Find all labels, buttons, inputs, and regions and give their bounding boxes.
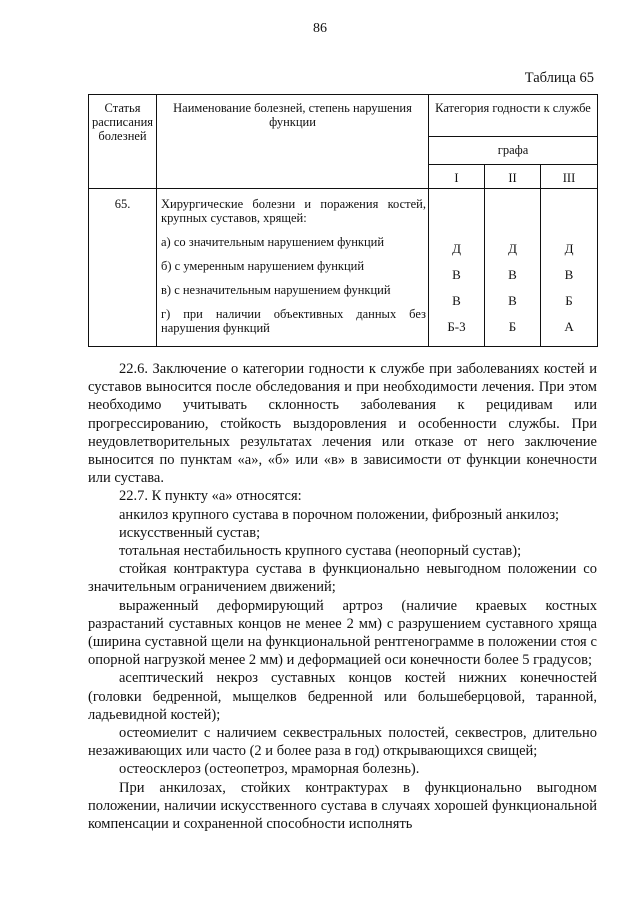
fitness-category-table — [88, 94, 598, 347]
list-item: выраженный деформирующий артроз (наличие краевых костных разрастаний суставных концов не менее 2 мм) с разрушением суставного хряща (ширина суставной щели на функциональной рентгенограмме в положении стоя с опорной нагрузкой менее 2 мм) и деформацией оси конечности более 5 градусов; — [88, 597, 597, 669]
row-item-d: г) при наличии объективных данных без нарушения функций — [161, 307, 426, 335]
grade-c-3: Б — [565, 293, 573, 308]
grade-b-2: В — [508, 267, 517, 282]
grade-b-3: В — [564, 267, 574, 282]
row-item-c: в) с незначительным нарушением функций — [161, 283, 391, 297]
grade-a-3: Д — [564, 241, 574, 256]
header-column-1: I — [429, 165, 485, 189]
list-item: тотальная нестабильность крупного сустава (неопорный сустав); — [119, 543, 522, 560]
list-item: искусственный сустав; — [119, 524, 261, 541]
grade-d-3: А — [564, 319, 574, 334]
grade-d-2: Б — [508, 319, 517, 334]
row-item-b: б) с умеренным нарушением функций — [161, 259, 365, 273]
body-text — [88, 360, 597, 833]
column-3-grades — [541, 189, 598, 347]
row-item-a: а) со значительным нарушением функций — [161, 235, 385, 249]
grade-b-1: В — [452, 267, 461, 282]
header-category: Категория годности к службе — [429, 95, 598, 137]
list-item: анкилоз крупного сустава в порочном положении, фиброзный анкилоз; — [119, 506, 560, 523]
row-title: Хирургические болезни и поражения костей, крупных суставов, хрящей: — [161, 197, 426, 225]
column-2-grades — [485, 189, 541, 347]
grade-a-2: Д — [508, 241, 517, 256]
list-item: асептический некроз суставных концов костей нижних конечностей (головки бедренной, мыщелков бедренной или большеберцовой, таранной, ладьевидной костей); — [88, 670, 597, 723]
grade-d-1: Б-3 — [447, 319, 466, 334]
table-caption: Таблица 65 — [524, 70, 594, 86]
row-number: 65. — [89, 189, 157, 347]
grade-c-1: В — [452, 293, 461, 308]
header-article: Статья расписания болезней — [89, 95, 157, 189]
list-item: остеосклероз (остеопетроз, мраморная болезнь). — [119, 761, 420, 778]
list-item: остеомиелит с наличием секвестральных полостей, секвестров, длительно незаживающих или часто (2 и более раза в год) открывающихся свищей; — [88, 725, 597, 760]
header-column-3: III — [541, 165, 598, 189]
paragraph-22-6: 22.6. Заключение о категории годности к службе при заболеваниях костей и суставов выносится после обследования и при необходимости лечения. При этом необходимо учитывать склонность заболевания к рецидивам или прогрессированию, стойкость выздоровления и особенности службы. При неудовлетворительных результатах лечения или отказе от него заключение выносится по пунктам «а», «б» или «в» в зависимости от функции конечности или сустава. — [88, 361, 597, 487]
paragraph-22-7: 22.7. К пункту «а» относятся: — [119, 488, 302, 505]
row-description — [157, 189, 429, 347]
column-1-grades — [429, 189, 485, 347]
paragraph-continuation: При анкилозах, стойких контрактурах в функционально выгодном положении, наличии искусственного сустава в случаях хорошей функциональной компенсации и сохраненной способности исполнять — [88, 779, 597, 833]
header-disease-name: Наименование болезней, степень нарушения функции — [157, 95, 429, 189]
header-column-2: II — [485, 165, 541, 189]
list-item: стойкая контрактура сустава в функционально невыгодном положении со значительным ограничением движений; — [88, 561, 597, 596]
header-column-group: графа — [429, 137, 598, 165]
page-number: 86 — [313, 21, 327, 36]
grade-c-2: В — [508, 293, 517, 308]
grade-a-1: Д — [452, 241, 461, 256]
